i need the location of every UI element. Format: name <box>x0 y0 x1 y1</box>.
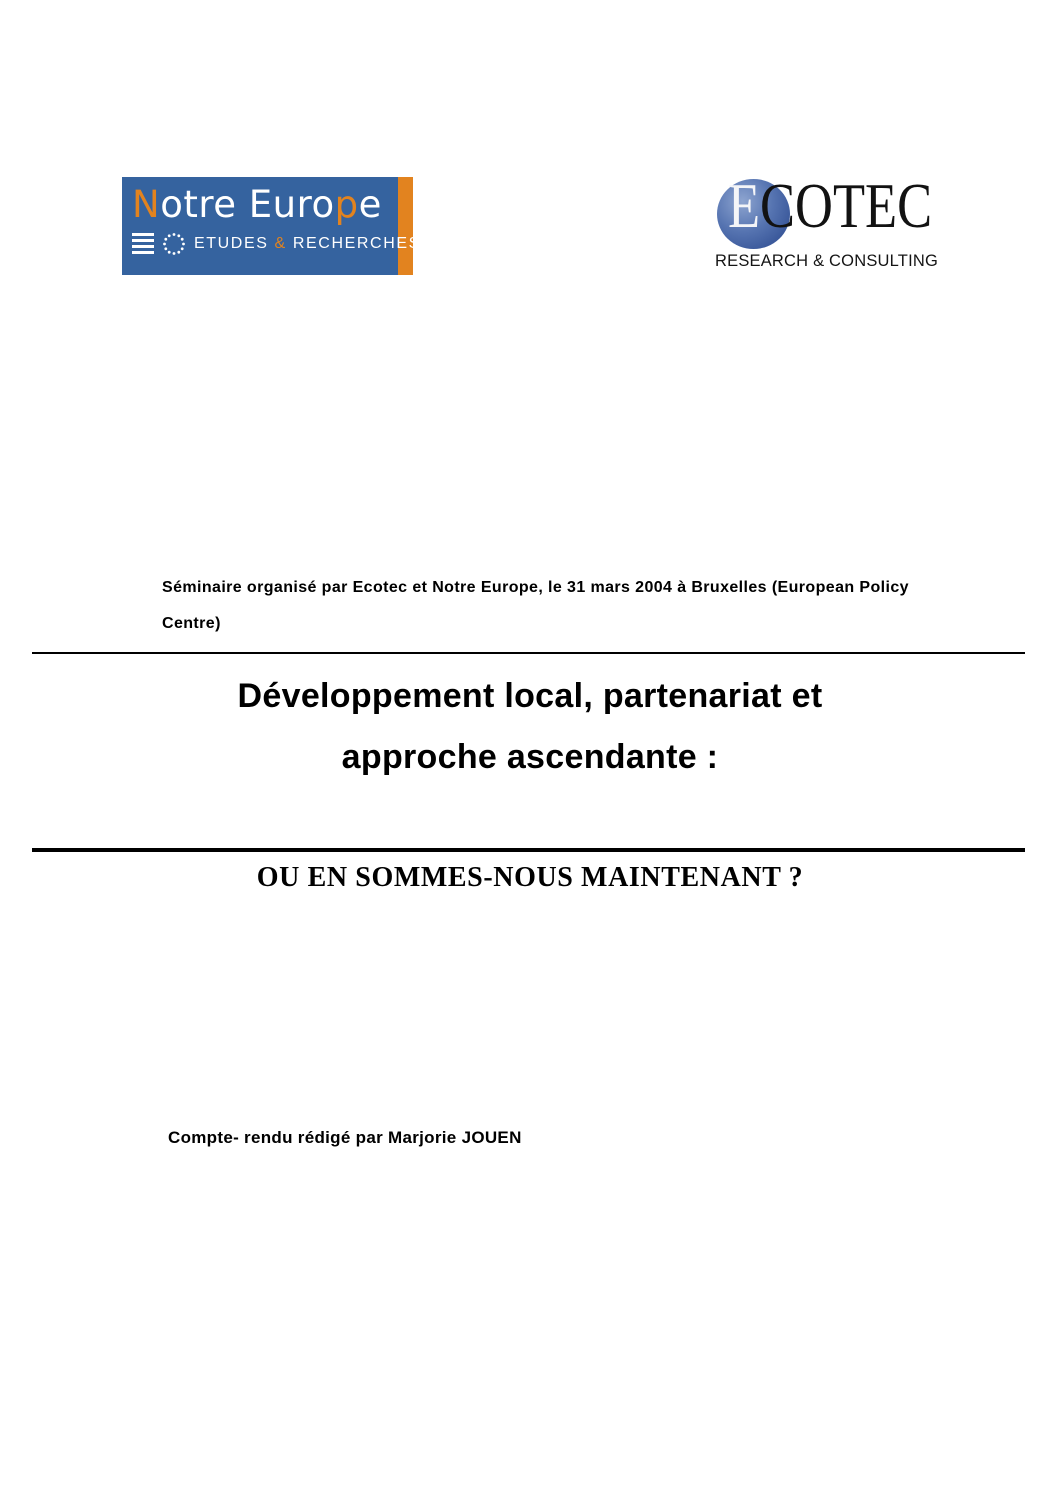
seminar-note: Séminaire organisé par Ecotec et Notre Europe, le 31 mars 2004 à Bruxelles (European Policy Centre) <box>162 579 909 632</box>
document-subtitle: OU EN SOMMES-NOUS MAINTENANT ? <box>256 862 804 893</box>
horizontal-rule-middle <box>32 848 1025 852</box>
wordmark-middle: otre Euro <box>160 183 335 226</box>
tagline-ampersand: & <box>274 235 287 252</box>
notre-europe-orange-bar <box>398 177 413 275</box>
document-title <box>0 666 1060 788</box>
wordmark-letter-n: N <box>132 183 161 226</box>
ecotec-letter-e: E <box>728 170 761 241</box>
ecotec-letters-rest: COTEC <box>760 170 933 241</box>
document-lines-icon <box>132 233 154 255</box>
wordmark-letter-p: p <box>334 183 359 226</box>
author-note: Compte- rendu rédigé par Marjorie JOUEN <box>168 1128 522 1147</box>
tagline-etudes: ETUDES <box>194 235 275 252</box>
title-line-2: approche ascendante : <box>341 738 719 776</box>
notre-europe-tagline <box>194 235 421 253</box>
notre-europe-wordmark <box>132 183 398 226</box>
horizontal-rule-top <box>32 652 1025 654</box>
notre-europe-logo <box>122 177 421 275</box>
ecotec-logo <box>715 170 939 271</box>
title-line-1: Développement local, partenariat et <box>237 677 823 715</box>
eu-stars-icon <box>161 231 187 257</box>
ecotec-tagline: RESEARCH & CONSULTING <box>715 252 939 270</box>
notre-europe-tagline-row <box>132 231 421 257</box>
wordmark-letter-e: e <box>358 183 382 226</box>
tagline-recherches: RECHERCHES <box>286 235 421 252</box>
ecotec-wordmark <box>715 170 933 250</box>
